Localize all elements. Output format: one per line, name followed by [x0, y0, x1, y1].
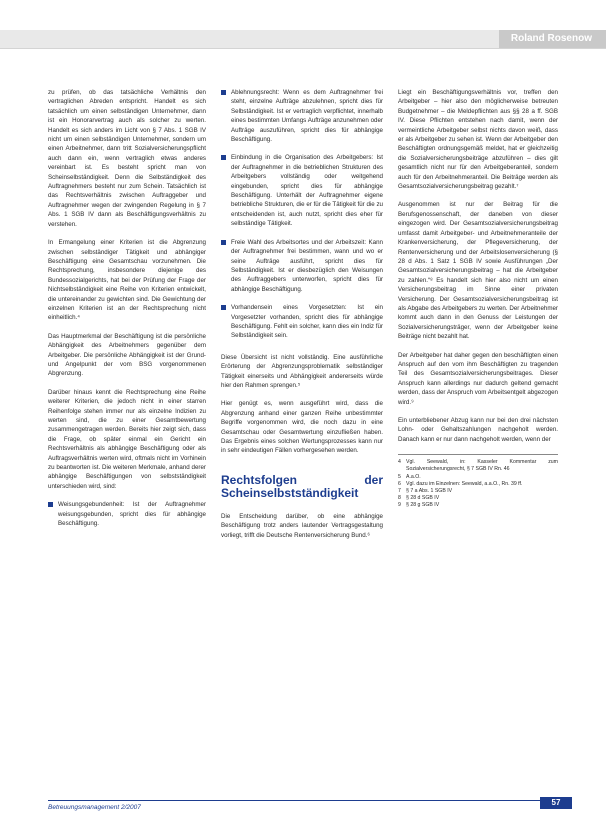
paragraph: Hier genügt es, wenn ausgeführt wird, dass die Abgrenzung anhand einer ganzen Reihe unbestimmter Begriffe vorgenommen wird, die noch dazu in eine Gesamtschau oder Gesamtwertung einzufließen haben. Das Ergebnis eines solchen Wertungsprozesses kann nur in sehr eindeutigen Fällen vorhergesehen werden. [221, 400, 383, 455]
text-column-3 [398, 88, 558, 510]
bullet-item: Ablehnungsrecht: Wenn es dem Auftragnehmer frei steht, einzelne Aufträge abzulehnen, spricht dies für Selbständigkeit. Ist er vertraglich verpflichtet, innerhalb eines bestimmten Umfangs Aufträge anzunehmen oder Aufträge auszuführen, spricht dies für abhängige Beschäftigung. [221, 88, 383, 144]
section-heading: Rechtsfolgen der Scheinselbstständigkeit [221, 472, 383, 500]
paragraph: Ausgenommen ist nur der Beitrag für die Berufsgenossenschaft, der daneben von dieser eingezogen wird. Der Gesamtsozialversicherungsbeitrag umfasst damit Arbeitgeber- und Arbeitnehmeranteile der Krankenversicherung, der Pflegeversicherung, der Rentenversicherung und der Arbeitslosenversicherung (§ 28 d Abs. 1 Satz 1 SGB IV sowie Ausführungen „Der Gesamtsozialversicherungsbeitrag – hat die Arbeitgeber zu zahlen.“⁸ Es handelt sich hier also nicht um einen Versicherungsbeitrag im Sinne einer privaten Versicherung. Der Gesamtsozialversicherungsbeitrag ist als Abgabe des Arbeitgebers zu werten. Der Arbeitnehmer kommt auch dann in den Genuss der Leistungen der Sozialversicherungsträger, wenn der Arbeitgeber keine Beiträge nicht bezahlt hat. [398, 201, 558, 341]
paragraph: Diese Übersicht ist nicht vollständig. Eine ausführliche Erörterung der Abgrenzungsproblematik selbständiger Tätigkeit einerseits und Abhängigkeit andererseits würde hier den Rahmen sprengen.⁵ [221, 353, 383, 389]
footnote [398, 495, 558, 502]
paragraph: Das Hauptmerkmal der Beschäftigung ist die persönliche Abhängigkeit des Arbeitnehmers gegenüber dem Arbeitgeber. Die persönliche Abhängigkeit ist der Grund- und Angelpunkt der vom BSG vorgenommenen Abgrenzung. [48, 332, 206, 378]
running-header [0, 30, 606, 49]
paragraph: zu prüfen, ob das tatsächliche Verhältnis den vertraglichen Abreden entspricht. Handelt es sich tatsächlich um einen selbständigen Unternehmer, dann ist ein Honorarvertrag auch als solcher zu werten. Handelt es sich anders im Licht von § 7 Abs. 1 SGB IV nicht um einen selbständigen Unternehmer, sondern um einen Arbeitnehmer, dann tritt Sozialversicherungspflicht auch dann ein, wenn vertraglich etwas anderes vereinbart ist. Es besteht spricht man von Scheinselbständigkeit. Denn die Selbständigkeit des Auftragnehmers besteht nur zum Schein. Tatsächlich ist das Rechtsverhältnis zwischen Auftraggeber und Auftragnehmer wegen der zwingenden Regelung in § 7 Abs. 1 SGB IV dann als Beschäftigungsverhältnis zu verstehen. [48, 89, 206, 228]
footnote-number: 8 [398, 495, 401, 502]
footnote-text: A.a.O. [406, 473, 421, 480]
bullet-item: Weisungsgebundenheit: Ist der Auftragnehmer weisungsgebunden, spricht dies für abhängige Beschäftigung. [48, 500, 206, 528]
paragraph: Die Entscheidung darüber, ob eine abhängige Beschäftigung trotz anders lautender Vertragsgestaltung vorliegt, trifft die Deutsche Rentenversicherung Bund.⁶ [221, 512, 383, 539]
footnote-number: 6 [398, 480, 401, 487]
header-author: Roland Rosenow [499, 30, 606, 48]
paragraph: In Ermangelung einer Kriterien ist die Abgrenzung zwischen selbständiger Tätigkeit und abhängiger Beschäftigung eine Gesamtschau vorzunehmen. Die Rechtsprechung, insbesondere diejenige des Bundessozialgerichts, hat bei der Prüfung der Frage der Nichtselbständigkeit eine Reihe von Kriterien entwickelt, die untereinander zu gewichten sind. Die Gewichtung der einzelnen Kriterien ist an der Rechtsprechung nicht einheitlich.⁴ [48, 239, 206, 322]
paragraph: Darüber hinaus kennt die Rechtsprechung eine Reihe weiterer Kriterien, die jedoch nicht in einer starren Reihenfolge stehen immer nur als einzelne Indizien zu werten sind, die zu einer Gesamtbewertung zusammengetragen werden. Bereits hier zeigt sich, dass die Frage, ob später einmal ein Gericht ein Rechtsverhältnis als abhängige Beschäftigung oder als Auftragsverhältnis werten wird, oftmals nicht im Vorhinein zu beantworten ist. Die weiteren Merkmale, anhand derer abhängige Beschäftigungen von selbstständigkeit unterschieden wird, sind: [48, 388, 206, 490]
paragraph: Ein unterbliebener Abzug kann nur bei den drei nächsten Lohn- oder Gehaltszahlungen nachgeholt werden. Danach kann er nur dann nachgeholt werden, wenn der [398, 417, 558, 443]
footnote-text: § 28 d SGB IV [406, 495, 440, 502]
bullet-item: Einbindung in die Organisation des Arbeitgebers: Ist der Auftragnehmer in die betrieblichen Strukturen des Arbeitgebers vollständig oder weitgehend eingebunden, spricht dies für abhängige Beschäftigung. Unterhält der Auftragnehmer eigene betriebliche Strukturen, die er für die Tätigkeit für die zu entscheidenden ist, auch nutzt, spricht dies eher für selbständige Tätigkeit. [221, 153, 383, 228]
footnote [398, 459, 558, 473]
footnote [398, 488, 558, 495]
footer-journal-title: Betreuungsmanagement 2/2007 [48, 804, 141, 811]
footnote-number: 7 [398, 488, 401, 495]
paragraph: Der Arbeitgeber hat daher gegen den beschäftigten einen Anspruch auf den vom ihm Beschäftigten zu tragenden Teil des Gesamtsozialversicherungsbeitrages. Dieser Anspruch kann allerdings nur dadurch geltend gemacht werden, dass der Anspruch vom Arbeitsentgelt abgezogen wird.⁹ [398, 351, 558, 406]
bullet-item: Vorhandensein eines Vorgesetzten: Ist ein Vorgesetzter vorhanden, spricht dies für abhängige Beschäftigung. Fehlt ein solcher, kann dies ein Indiz für Selbständigkeit sein. [221, 303, 383, 341]
text-column-2 [221, 88, 383, 549]
bullet-item: Freie Wahl des Arbeitsortes und der Arbeitszeit: Kann der Auftragnehmer frei bestimmen, wann und wo er seine Aufträge ausführt, spricht dies für Selbständigkeit. Ist er diesbezüglich den Weisungen des Auftraggebers unterworfen, spricht dies für abhängige Beschäftigung. [221, 238, 383, 294]
footnote-number: 9 [398, 502, 401, 509]
footnote-text: § 7 a Abs. 1 SGB IV [406, 488, 453, 495]
footnotes [398, 454, 558, 509]
footnote-text: § 28 g SGB IV [406, 502, 440, 509]
footnote [398, 474, 558, 481]
footer-rule [48, 800, 558, 801]
footnote-number: 4 [398, 459, 401, 466]
footnote [398, 481, 558, 488]
footnote-text: Vgl. Seewald, in: Kasseler Kommentar zum Sozialversicherungsrecht, § 7 SGB IV Rn. 46 [406, 459, 558, 473]
text-column-1 [48, 88, 206, 537]
page-number: 57 [540, 797, 572, 809]
paragraph: Liegt ein Beschäftigungsverhältnis vor, treffen den Arbeitgeber – hier also den möglicherweise betreuten Budgetnehmer – die Meldepflichten aus §§ 28 a ff. SGB IV. Diese Pflichten entstehen nach damit, wenn der vermeintliche Arbeitgeber selbst nichts davon weiß, dass er als Arbeitgeber zu sehen ist. Wenn der Arbeitgeber den Beschäftigten ordnungsgemäß meldet, hat er gleichzeitig die Sozialversicherungsbeiträge abzuführen – dies gilt gesamtlich nicht nur für den Arbeitgeberanteil, sondern auch für den Arbeitnehmeranteil. Die Beiträge werden als Gesamtsozialversicherungsbeitrag gezahlt.⁷ [398, 89, 558, 191]
footnote [398, 502, 558, 509]
footnote-text: Vgl. dazu im Einzelnen: Seewald, a.a.O., Rn. 39 ff. [406, 480, 523, 487]
footnote-number: 5 [398, 473, 401, 480]
